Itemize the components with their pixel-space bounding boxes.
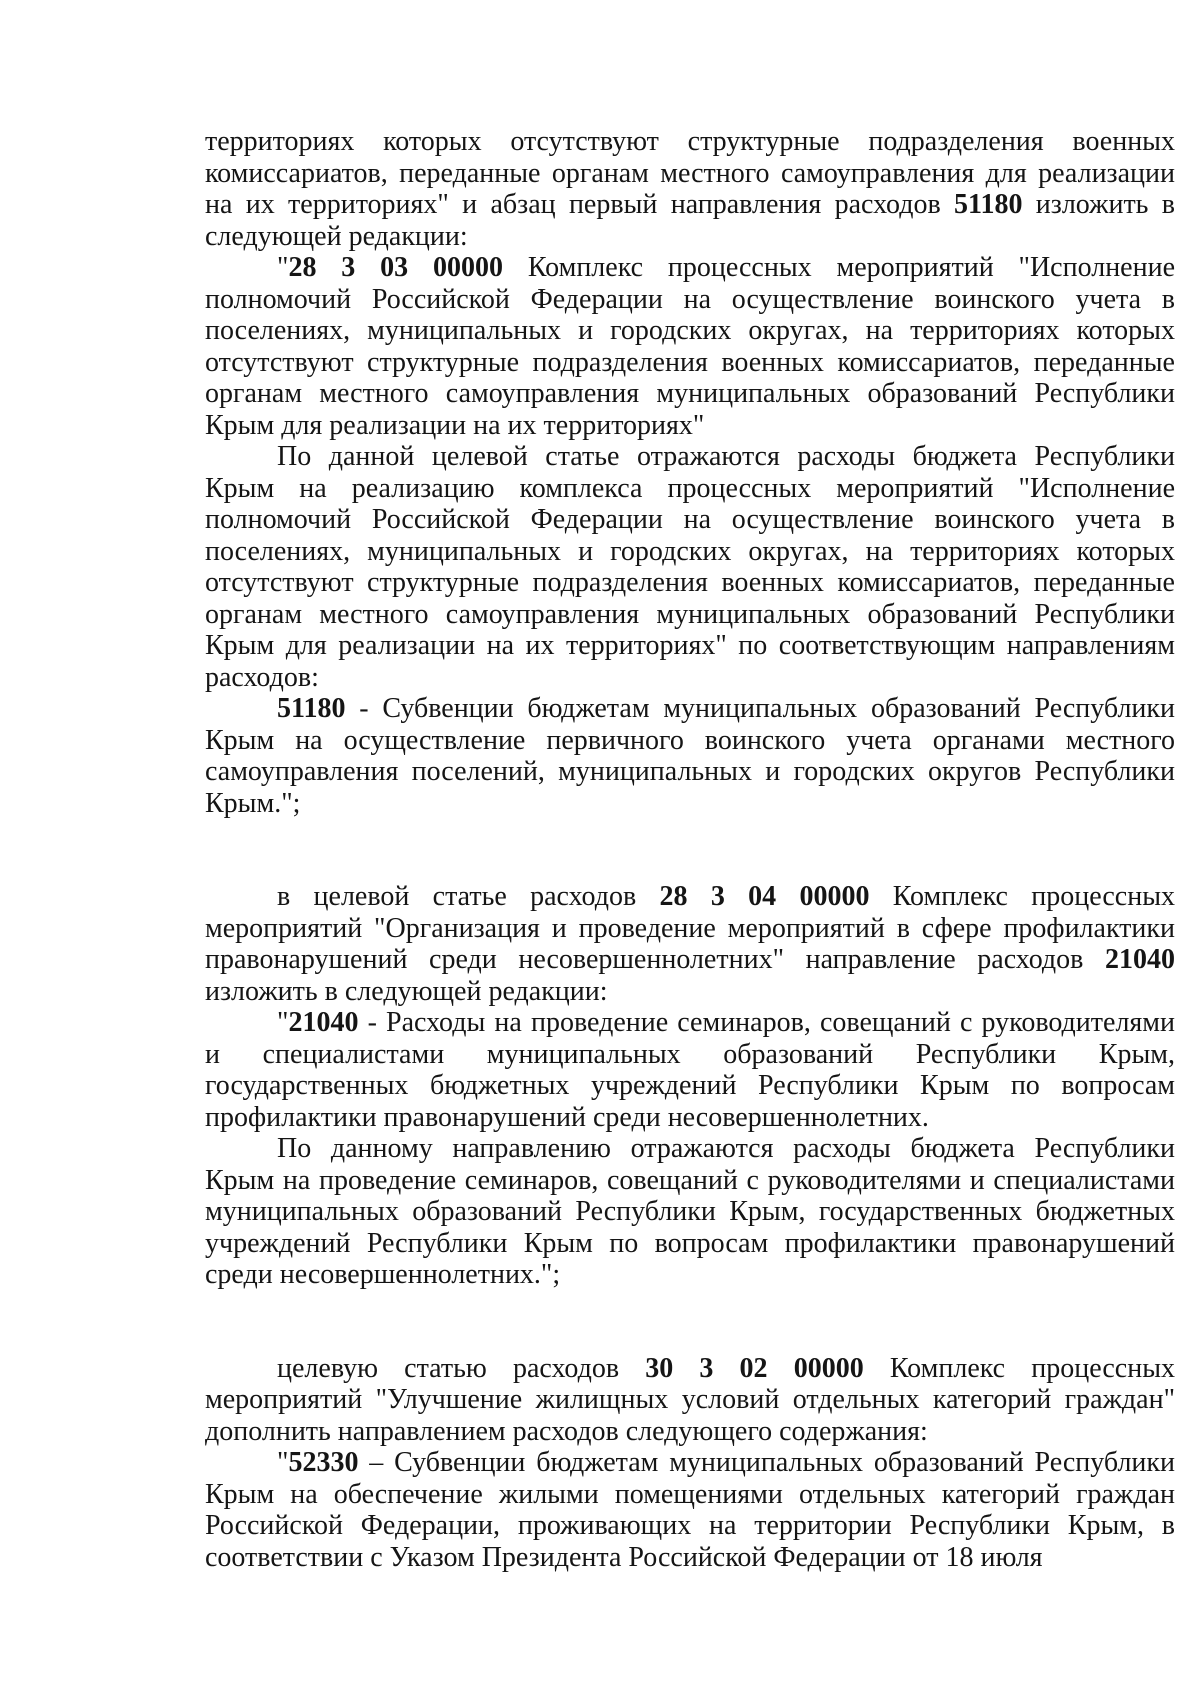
paragraph: территориях которых отсутствуют структурные подразделения военных комиссариатов, переданные органам местного самоуправления для реализации на их территориях" и абзац первый направления расходов 51180 изложить в следующей редакции: [205, 126, 1175, 252]
paragraph: в целевой статье расходов 28 3 04 00000 Комплекс процессных мероприятий "Организация и проведение мероприятий в сфере профилактики правонарушений среди несовершеннолетних" направление расходов 21040 изложить в следующей редакции: [205, 881, 1176, 1007]
paragraph: По данному направлению отражаются расходы бюджета Республики Крым на проведение семинаров, совещаний с руководителями и специалистами муниципальных образований Республики Крым, государственных бюджетных учреждений Республики Крым по вопросам профилактики правонарушений среди несовершеннолетних."; [205, 1133, 1175, 1290]
document-body [205, 126, 1175, 1573]
paragraph: "28 3 03 00000 Комплекс процессных мероприятий "Исполнение полномочий Российской Федерации на осуществление воинского учета в поселениях, муниципальных и городских округах, на территориях которых отсутствуют структурные подразделения военных комиссариатов, переданные органам местного самоуправления муниципальных образований Республики Крым для реализации на их территориях" [205, 252, 1176, 441]
paragraph: 51180 - Субвенции бюджетам муниципальных образований Республики Крым на осуществление первичного воинского учета органами местного самоуправления поселений, муниципальных и городских округов Республики Крым."; [205, 693, 1175, 819]
section-gap [205, 1291, 1175, 1353]
section-gap [205, 819, 1175, 881]
paragraph: По данной целевой статье отражаются расходы бюджета Республики Крым на реализацию комплекса процессных мероприятий "Исполнение полномочий Российской Федерации на осуществление воинского учета в поселениях, муниципальных и городских округах, на территориях которых отсутствуют структурные подразделения военных комиссариатов, переданные органам местного самоуправления муниципальных образований Республики Крым для реализации на их территориях" по соответствующим направлениям расходов: [205, 441, 1175, 693]
paragraph: "21040 - Расходы на проведение семинаров, совещаний с руководителями и специалистами муниципальных образований Республики Крым, государственных бюджетных учреждений Республики Крым по вопросам профилактики правонарушений среди несовершеннолетних. [205, 1007, 1175, 1133]
paragraph: "52330 – Субвенции бюджетам муниципальных образований Республики Крым на обеспечение жилыми помещениями отдельных категорий граждан Российской Федерации, проживающих на территории Республики Крым, в соответствии с Указом Президента Российской Федерации от 18 июля [205, 1447, 1175, 1573]
paragraph: целевую статью расходов 30 3 02 00000 Комплекс процессных мероприятий "Улучшение жилищных условий отдельных категорий граждан" дополнить направлением расходов следующего содержания: [205, 1352, 1176, 1447]
